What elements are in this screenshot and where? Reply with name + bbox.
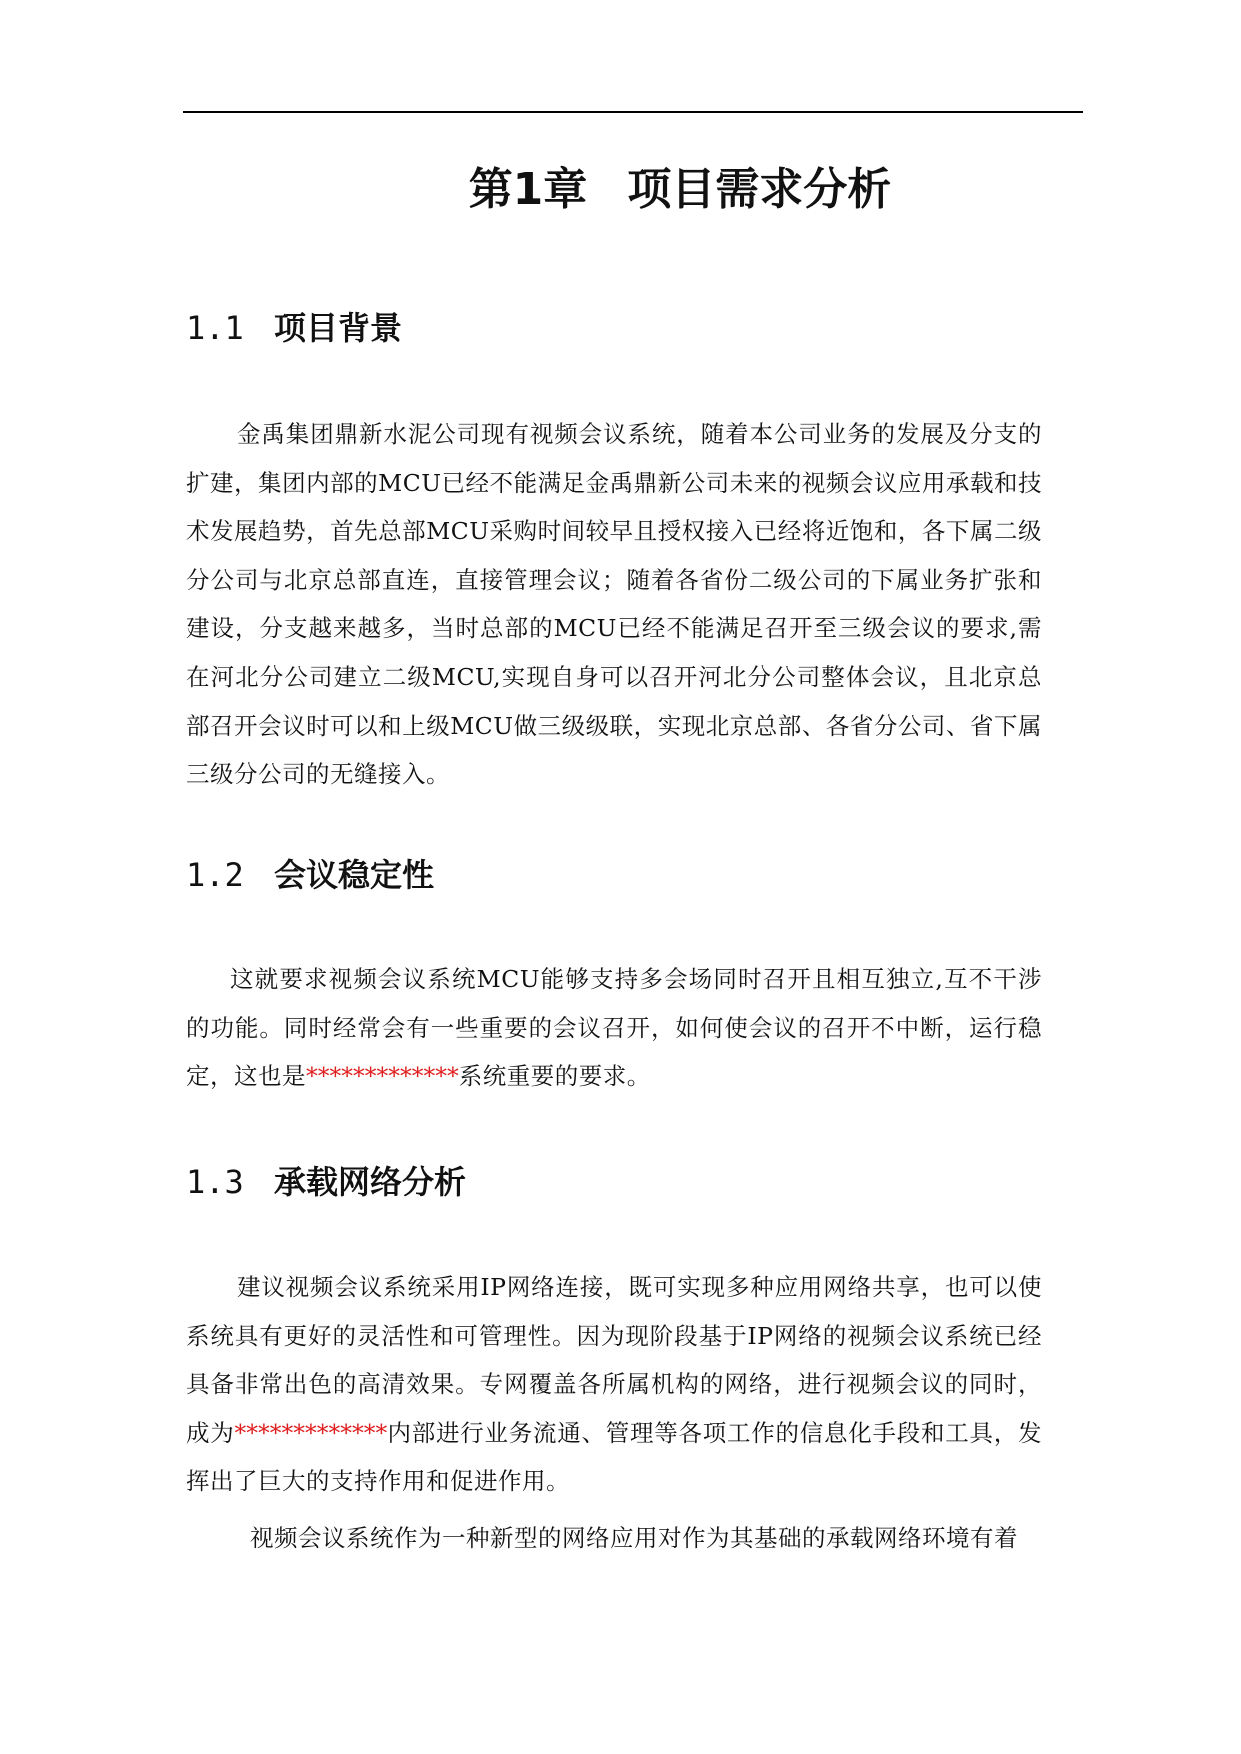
chapter-title-text: 项目需求分析 <box>627 164 892 215</box>
section-title: 项目背景 <box>274 309 403 347</box>
section-title: 承载网络分析 <box>274 1163 467 1201</box>
section-heading-1-2 <box>186 855 434 895</box>
paragraph-text: 系统重要的要求。 <box>458 1062 651 1091</box>
section-title: 会议稳定性 <box>274 856 435 894</box>
section-number: 1.3 <box>186 1163 244 1201</box>
chapter-title <box>0 160 1241 220</box>
section-1-2-paragraph <box>186 955 1042 1101</box>
redacted-name: ************* <box>234 1418 388 1447</box>
section-1-3-paragraph-1 <box>186 1263 1042 1506</box>
section-1-1-paragraph: 金禹集团鼎新水泥公司现有视频会议系统，随着本公司业务的发展及分支的扩建，集团内部的MCU已经不能满足金禹鼎新公司未来的视频会议应用承载和技术发展趋势，首先总部MCU采购时间较早且授权接入已经将近饱和，各下属二级分公司与北京总部直连，直接管理会议；随着各省份二级公司的下属业务扩张和建设，分支越来越多，当时总部的MCU已经不能满足召开至三级会议的要求,需在河北分公司建立二级MCU,实现自身可以召开河北分公司整体会议，且北京总部召开会议时可以和上级MCU做三级级联，实现北京总部、各省分公司、省下属三级分公司的无缝接入。 <box>186 420 1042 789</box>
paragraph-text: 建议视频会议系统采用IP网络连接，既可实现多种应用网络共享，也可以使系统具有更好的灵活性和可管理性。因为现阶段基于IP网络的视频会议系统已经具备非常出色的高清效果。专网覆盖各所属机构的网络，进行视频会议的同时，成为 <box>186 1273 1042 1447</box>
section-heading-1-1 <box>186 308 402 348</box>
section-number: 1.2 <box>186 856 244 894</box>
redacted-name: ************* <box>306 1062 459 1091</box>
header-rule <box>183 111 1083 113</box>
chapter-number: 第1章 <box>468 164 588 215</box>
section-1-3-paragraph-2: 视频会议系统作为一种新型的网络应用对作为其基础的承载网络环境有着 <box>250 1524 1018 1552</box>
paragraph-text: 内部进行业务流通、管理等各项工作的信息化手段和工具，发挥出了巨大的支持作用和促进作用。 <box>186 1418 1042 1496</box>
paragraph-text: 这就要求视频会议系统MCU能够支持多会场同时召开且相互独立,互不干涉的功能。同时经常会有一些重要的会议召开，如何使会议的召开不中断，运行稳定，这也是 <box>186 965 1042 1091</box>
section-heading-1-3 <box>186 1162 466 1202</box>
section-number: 1.1 <box>186 309 244 347</box>
